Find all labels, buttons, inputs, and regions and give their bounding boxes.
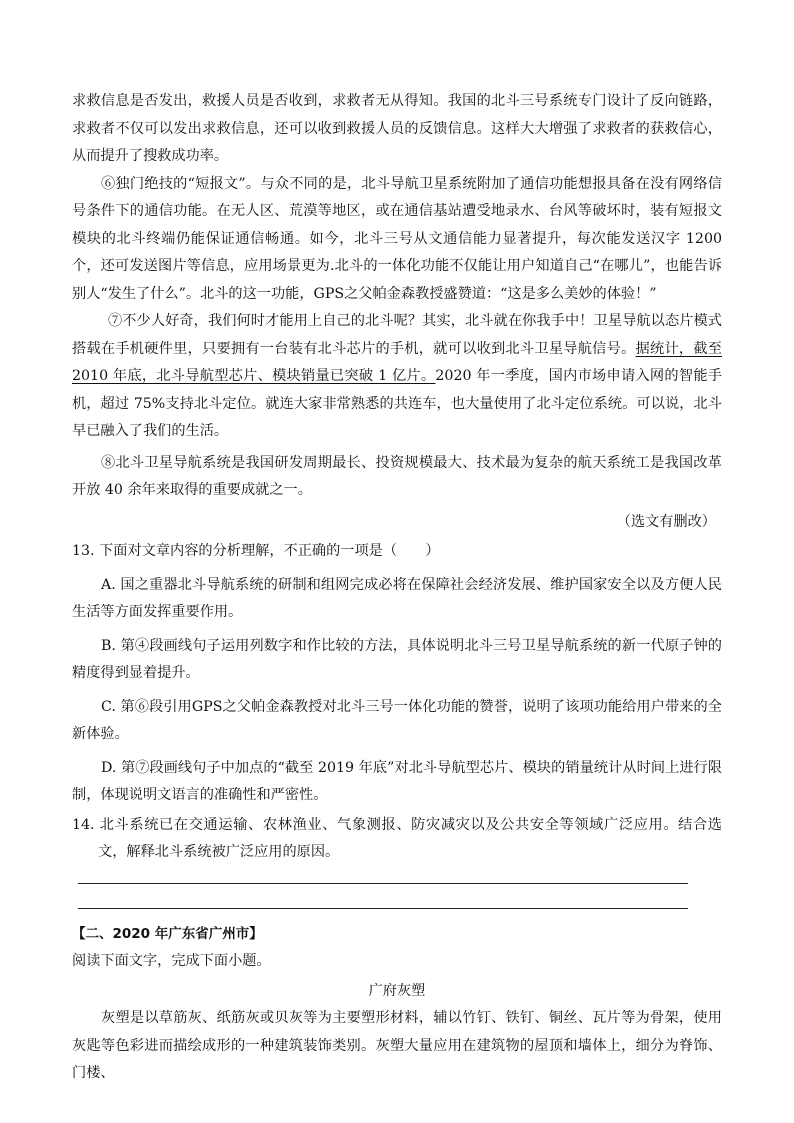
article-title: 广府灰塑 [368, 982, 426, 999]
passage-paragraph-continued: 求救信息是否发出，救援人员是否收到，求救者无从得知。我国的北斗三号系统专门设计了反向链路，求救者不仅可以发出求救信息，还可以收到救援人员的反馈信息。这样大大增强了求救者的获救信心，从而提升了搜救成功率。 [72, 93, 722, 164]
question-13-option-d: D. 第⑦段画线句子中加点的“截至 2019 年底”对北斗导航型芯片、模块的销量统计从时间上进行限制，体现说明文语言的准确性和严密性。 [72, 759, 722, 803]
question-13-option-b: B. 第④段画线句子运用列数字和作比较的方法，具体说明北斗三号卫星导航系统的新一代原子钟的精度得到显着提升。 [72, 637, 722, 681]
passage-paragraph-8: ⑧北斗卫星导航系统是我国研发周期最长、投资规模最大、技术最为复杂的航天系统工是我国改革开放 40 余年来取得的重要成就之一。 [72, 454, 722, 498]
section-instruction: 阅读下面文字，完成下面小题。 [72, 953, 271, 969]
question-13-option-c: C. 第⑥段引用GPS之父帕金森教授对北斗三号一体化功能的赞誉，说明了该项功能给用户带来的全新体验。 [72, 698, 722, 742]
paragraph-7-text-2: 2020 年一季度，国内市场申请入网的智能手机，超过 75%支持北斗定位。就连大家非常熟悉的共连车，也大量使用了北斗定位系统。可以说，北斗早已融入了我们的生活。 [72, 368, 722, 439]
question-13-stem: 13. 下面对文章内容的分析理解，不正确的一项是（ ） [72, 543, 440, 559]
article-paragraph-1: 灰塑是以草筋灰、纸筋灰或贝灰等为主要塑形材料，辅以竹钉、铁钉、铜丝、瓦片等为骨架，使用灰匙等色彩进而描绘成形的一种建筑装饰类别。灰塑大量应用在建筑物的屋顶和墙体上，细分为脊饰、门楼、 [72, 1010, 722, 1081]
section-heading: 【二、2020 年广东省广州市】 [72, 925, 263, 942]
document-page [72, 88, 722, 1088]
answer-line-1[interactable] [78, 883, 688, 884]
question-14-stem: 14. 北斗系统已在交通运输、农林渔业、气象测报、防灾减灾以及公共安全等领域广泛应用。结合选文，解释北斗系统被广泛应用的原因。 [72, 816, 722, 860]
source-note: （选文有删改） [616, 513, 716, 530]
paragraph-7-text-1: ⑦不少人好奇，我们何时才能用上自己的北斗呢？其实，北斗就在你我手中！卫星导航以态片模式搭载在手机硬件里，只要拥有一台装有北斗芯片的手机，就可以收到北斗卫星导航信号。 [72, 313, 722, 357]
passage-paragraph-6: ⑥独门绝技的“短报文”。与众不同的是，北斗导航卫星系统附加了通信功能想报具备在没有网络信号条件下的通信功能。在无人区、荒漠等地区，或在通信基站遭受地录水、台风等破坏时，装有短报文模块的北斗终端仍能保证通信畅通。如今，北斗三号从文通信能力显著提升，每次能发送汉字 1200 个，还可发送图片等信息，应用场景更为.北斗的一体化功能不仅能让用户知道自己“在哪儿”，也能告诉别人“发生了什么”。北斗的这一功能，GPS之父帕金森教授盛赞道：“这是多么美妙的体验！” [72, 175, 722, 302]
paragraph-7-underlined-sentence: 据统计，截至 2010 年底，北斗导航型芯片、模块销量已突破 1 亿片。 [72, 340, 722, 384]
answer-line-2[interactable] [78, 908, 688, 909]
question-13-option-a: A. 国之重器北斗导航系统的研制和组网完成必将在保障社会经济发展、维护国家安全以及方便人民生活等方面发挥重要作用。 [72, 576, 722, 620]
passage-paragraph-7 [72, 308, 722, 446]
